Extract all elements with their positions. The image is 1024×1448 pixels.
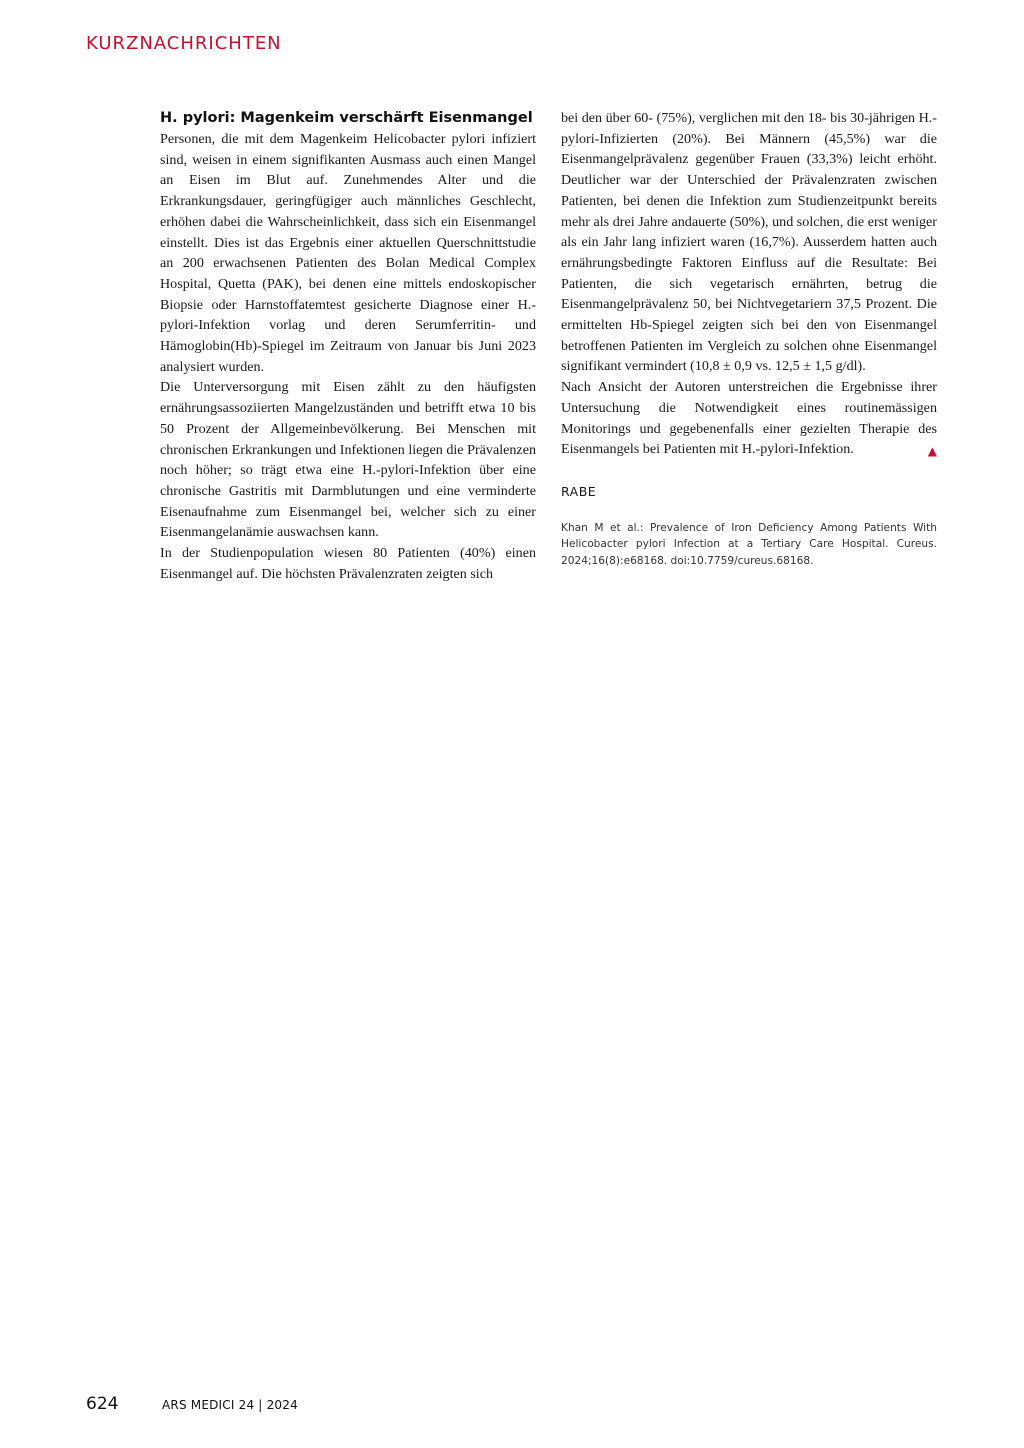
- article-paragraph-3-start: In der Studienpopulation wiesen 80 Patienten (40%) einen Eisenmangel auf. Die höchsten Prävalenzraten zeigten sich: [160, 545, 536, 582]
- section-label: KURZNACHRICHTEN: [86, 33, 282, 54]
- article-paragraph-2: Die Unterversorgung mit Eisen zählt zu den häufigsten ernährungsassoziierten Mangelzuständen und betrifft etwa 10 bis 50 Prozent der Allgemeinbevölkerung. Bei Menschen mit chronischen Erkrankungen und Infektionen liegen die Prävalenzen noch höher; so trägt etwa eine H.-pylori-Infektion über eine chronische Gastritis mit Darmblutungen und eine verminderte Eisenaufnahme zum Eisenmangel bei, welcher sich zu einer Eisenmangelanämie auswachsen kann.: [160, 379, 536, 541]
- article-paragraph-4: [561, 377, 937, 460]
- article-paragraph-4-text: Nach Ansicht der Autoren unterstreichen die Ergebnisse ihrer Untersuchung die Notwendigkeit eines routinemässigen Monitorings und gegebenenfalls einer gezielten Therapie des Eisenmangels bei Patienten mit H.-pylori-Infektion.: [561, 379, 937, 458]
- article-paragraph-3-continued: bei den über 60- (75%), verglichen mit den 18- bis 30-jährigen H.-pylori-Infizierten (20%). Bei Männern (45,5%) war die Eisenmangelprävalenz gegenüber Frauen (33,3%) leicht erhöht. Deutlicher war der Unterschied der Prävalenzraten zwischen Patienten, bei denen die Infektion zum Studienzeitpunkt bereits mehr als drei Jahre andauerte (50%), und solchen, die erst weniger als ein Jahr lang infiziert waren (16,7%). Ausserdem hatten auch ernährungsbedingte Faktoren Einfluss auf die Resultate: Bei Patienten, die sich vegetarisch ernährten, betrug die Eisenmangelprävalenz 50, bei Nichtvegetariern 37,5 Prozent. Die ermittelten Hb-Spiegel zeigten sich bei den von Eisenmangel betroffenen Patienten im Vergleich zu solchen ohne Eisenmangel signifikant vermindert (10,8 ± 0,9 vs. 12,5 ± 1,5 g/dl).: [561, 110, 937, 375]
- article-title: H. pylori: Magenkeim verschärft Eisenmangel: [160, 110, 533, 126]
- author-tag: RABE: [561, 483, 597, 499]
- article-paragraph-1: Personen, die mit dem Magenkeim Helicobacter pylori infiziert sind, weisen in einem signifikanten Ausmass auch einen Mangel an Eisen im Blut auf. Zunehmendes Alter und die Erkrankungsdauer, geringfügiger auch männliches Geschlecht, erhöhen dabei die Wahrscheinlichkeit, dass sich ein Eisenmangel einstellt. Dies ist das Ergebnis einer aktuellen Querschnittstudie an 200 erwachsenen Patienten des Bolan Medical Complex Hospital, Quetta (PAK), bei denen eine mittels endoskopischer Biopsie oder Harnstoffatemtest gesicherte Diagnose einer H.-pylori-Infektion vorlag und deren Serumferritin- und Hämoglobin(Hb)-Spiegel im Zeitraum von Januar bis Juni 2023 analysiert wurden.: [160, 131, 536, 375]
- page-number: 624: [86, 1394, 119, 1414]
- reference-citation: Khan M et al.: Prevalence of Iron Deficiency Among Patients With Helicobacter pylori Infection at a Tertiary Care Hospital. Cureus. 2024;16(8):e68168. doi:10.7759/cureus.68168.: [561, 521, 937, 567]
- page-footer: [86, 1394, 298, 1414]
- article-column-right: [561, 108, 937, 569]
- article-column-left: [160, 108, 536, 584]
- end-of-article-icon: ▲: [927, 444, 937, 459]
- journal-issue: ARS MEDICI 24 | 2024: [162, 1398, 298, 1412]
